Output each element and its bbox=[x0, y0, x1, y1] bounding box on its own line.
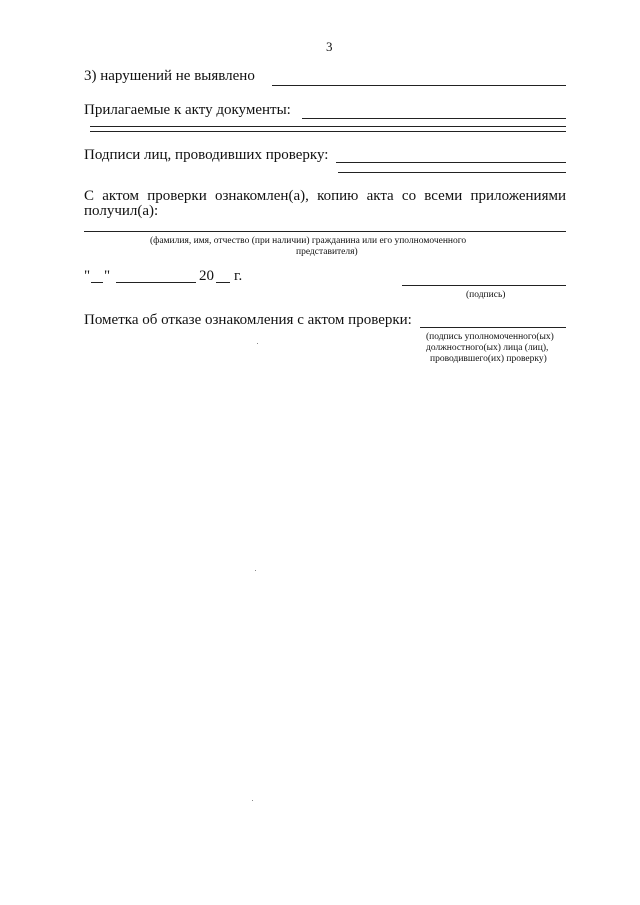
signature-caption: (подпись) bbox=[466, 290, 506, 300]
acquaint-caption-1: (фамилия, имя, отчество (при наличии) гражданина или его уполномоченного bbox=[150, 236, 467, 246]
refusal-signature-line[interactable] bbox=[420, 327, 566, 328]
signature-line[interactable] bbox=[402, 285, 566, 286]
attached-docs-line-2[interactable] bbox=[90, 126, 566, 127]
scan-speck bbox=[252, 800, 253, 801]
date-year-line[interactable] bbox=[216, 282, 230, 283]
signatures-label: Подписи лиц, проводивших проверку: bbox=[84, 147, 329, 163]
item3-text: 3) нарушений не выявлено bbox=[84, 68, 255, 84]
acquaint-caption-2: представителя) bbox=[296, 247, 358, 257]
date-quote-open: " bbox=[84, 268, 91, 284]
signatures-line-1[interactable] bbox=[336, 162, 566, 163]
date-day-line[interactable] bbox=[91, 282, 103, 283]
page-number: 3 bbox=[326, 39, 333, 54]
attached-docs-label: Прилагаемые к акту документы: bbox=[84, 102, 291, 118]
date-quote-close: " bbox=[104, 268, 111, 284]
acquaint-line-1: С актом проверки ознакомлен(а), копию акта со всеми приложениями bbox=[84, 188, 566, 204]
refusal-label: Пометка об отказе ознакомления с актом проверки: bbox=[84, 312, 412, 328]
date-year-prefix: 20 bbox=[199, 268, 214, 284]
item3-fill-line[interactable] bbox=[272, 85, 566, 86]
scan-speck bbox=[257, 343, 258, 344]
date-year-suffix: г. bbox=[234, 268, 243, 284]
scan-speck bbox=[255, 570, 256, 571]
refusal-caption-3: проводившего(их) проверку) bbox=[430, 354, 547, 364]
attached-docs-line-3[interactable] bbox=[90, 131, 566, 132]
refusal-caption-1: (подпись уполномоченного(ых) bbox=[426, 332, 554, 342]
signatures-line-2[interactable] bbox=[338, 172, 566, 173]
attached-docs-line-1[interactable] bbox=[302, 118, 566, 119]
acquaint-line-2: получил(а): bbox=[84, 203, 159, 219]
acquaint-fullname-line[interactable] bbox=[84, 231, 566, 232]
date-month-line[interactable] bbox=[116, 282, 196, 283]
refusal-caption-2: должностного(ых) лица (лиц), bbox=[426, 343, 549, 353]
